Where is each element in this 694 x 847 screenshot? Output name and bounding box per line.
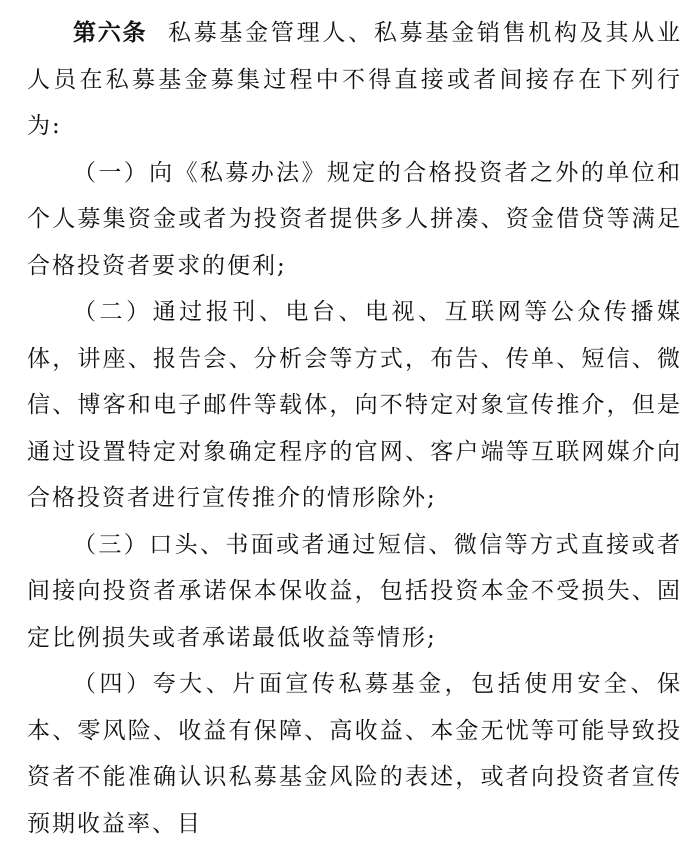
item-paragraph-3: （三）口头、书面或者通过短信、微信等方式直接或者间接向投资者承诺保本保收益，包括投资本金不受损失、固定比例损失或者承诺最低收益等情形; — [27, 531, 682, 651]
article-label: 第六条 — [73, 20, 148, 46]
article-paragraph — [27, 10, 682, 150]
item-paragraph-1: （一）向《私募办法》规定的合格投资者之外的单位和个人募集资金或者为投资者提供多人拼凑、资金借贷等满足合格投资者要求的便利; — [27, 159, 682, 279]
article-intro: 私募基金管理人、私募基金销售机构及其从业人员在私募基金募集过程中不得直接或者间接存在下列行为: — [27, 20, 683, 139]
item-paragraph-2: （二）通过报刊、电台、电视、互联网等公众传播媒体，讲座、报告会、分析会等方式，布告、传单、短信、微信、博客和电子邮件等载体，向不特定对象宣传推介，但是通过设置特定对象确定程序的官网、客户端等互联网媒介向合格投资者进行宣传推介的情形除外; — [27, 299, 682, 511]
item-paragraph-4: （四）夸大、片面宣传私募基金，包括使用安全、保本、零风险、收益有保障、高收益、本金无忧等可能导致投资者不能准确认识私募基金风险的表述，或者向投资者宣传预期收益率、目 — [27, 671, 682, 837]
